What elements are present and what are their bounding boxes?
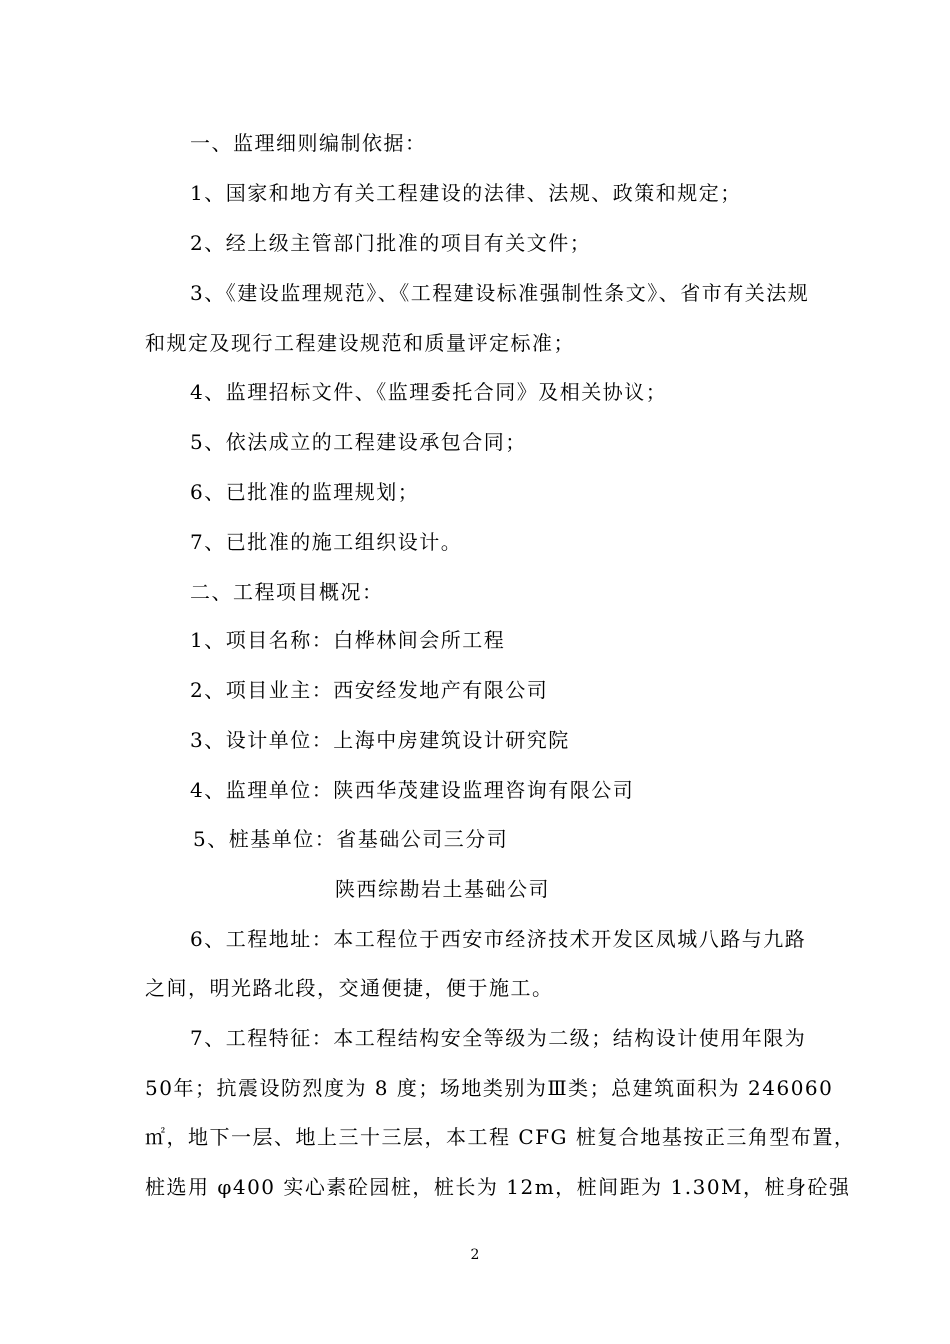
project-features-line2: 50年；抗震设防烈度为 8 度；场地类别为Ⅲ类；总建筑面积为 246060 [145,1076,834,1100]
project-features: 7、工程特征：本工程结构安全等级为二级；结构设计使用年限为 [190,1026,807,1050]
supervision-unit: 4、监理单位：陕西华茂建设监理咨询有限公司 [190,778,635,802]
section1-heading: 一、监理细则编制依据： [190,131,427,155]
project-owner: 2、项目业主：西安经发地产有限公司 [190,678,549,702]
section2-heading: 二、工程项目概况： [190,580,384,604]
project-address-cont: 之间，明光路北段，交通便捷，便于施工。 [145,976,554,1000]
project-features-line3: ㎡，地下一层、地上三十三层，本工程 CFG 桩复合地基按正三角型布置， [145,1125,856,1149]
page-number: 2 [470,1247,480,1263]
section1-item-6: 6、已批准的监理规划； [190,480,420,504]
section1-item-3: 3、《建设监理规范》、《工程建设标准强制性条文》、省市有关法规 [190,281,810,305]
project-name: 1、项目名称：白桦林间会所工程 [190,628,506,652]
section1-item-3-cont: 和规定及现行工程建设规范和质量评定标准； [145,331,575,355]
project-address: 6、工程地址：本工程位于西安市经济技术开发区凤城八路与九路 [190,927,807,951]
design-unit: 3、设计单位：上海中房建筑设计研究院 [190,728,570,752]
section1-item-1: 1、国家和地方有关工程建设的法律、法规、政策和规定； [190,181,742,205]
section1-item-5: 5、依法成立的工程建设承包合同； [190,430,527,454]
project-features-line4: 桩选用 φ400 实心素砼园桩，桩长为 12m，桩间距为 1.30M，桩身砼强 [145,1175,851,1199]
section1-item-4: 4、监理招标文件、《监理委托合同》及相关协议； [190,380,668,404]
section1-item-2: 2、经上级主管部门批准的项目有关文件； [190,231,592,255]
pile-unit-second: 陕西综勘岩土基础公司 [335,877,550,901]
pile-unit: 5、桩基单位：省基础公司三分司 [193,827,509,851]
section1-item-7: 7、已批准的施工组织设计。 [190,530,463,554]
